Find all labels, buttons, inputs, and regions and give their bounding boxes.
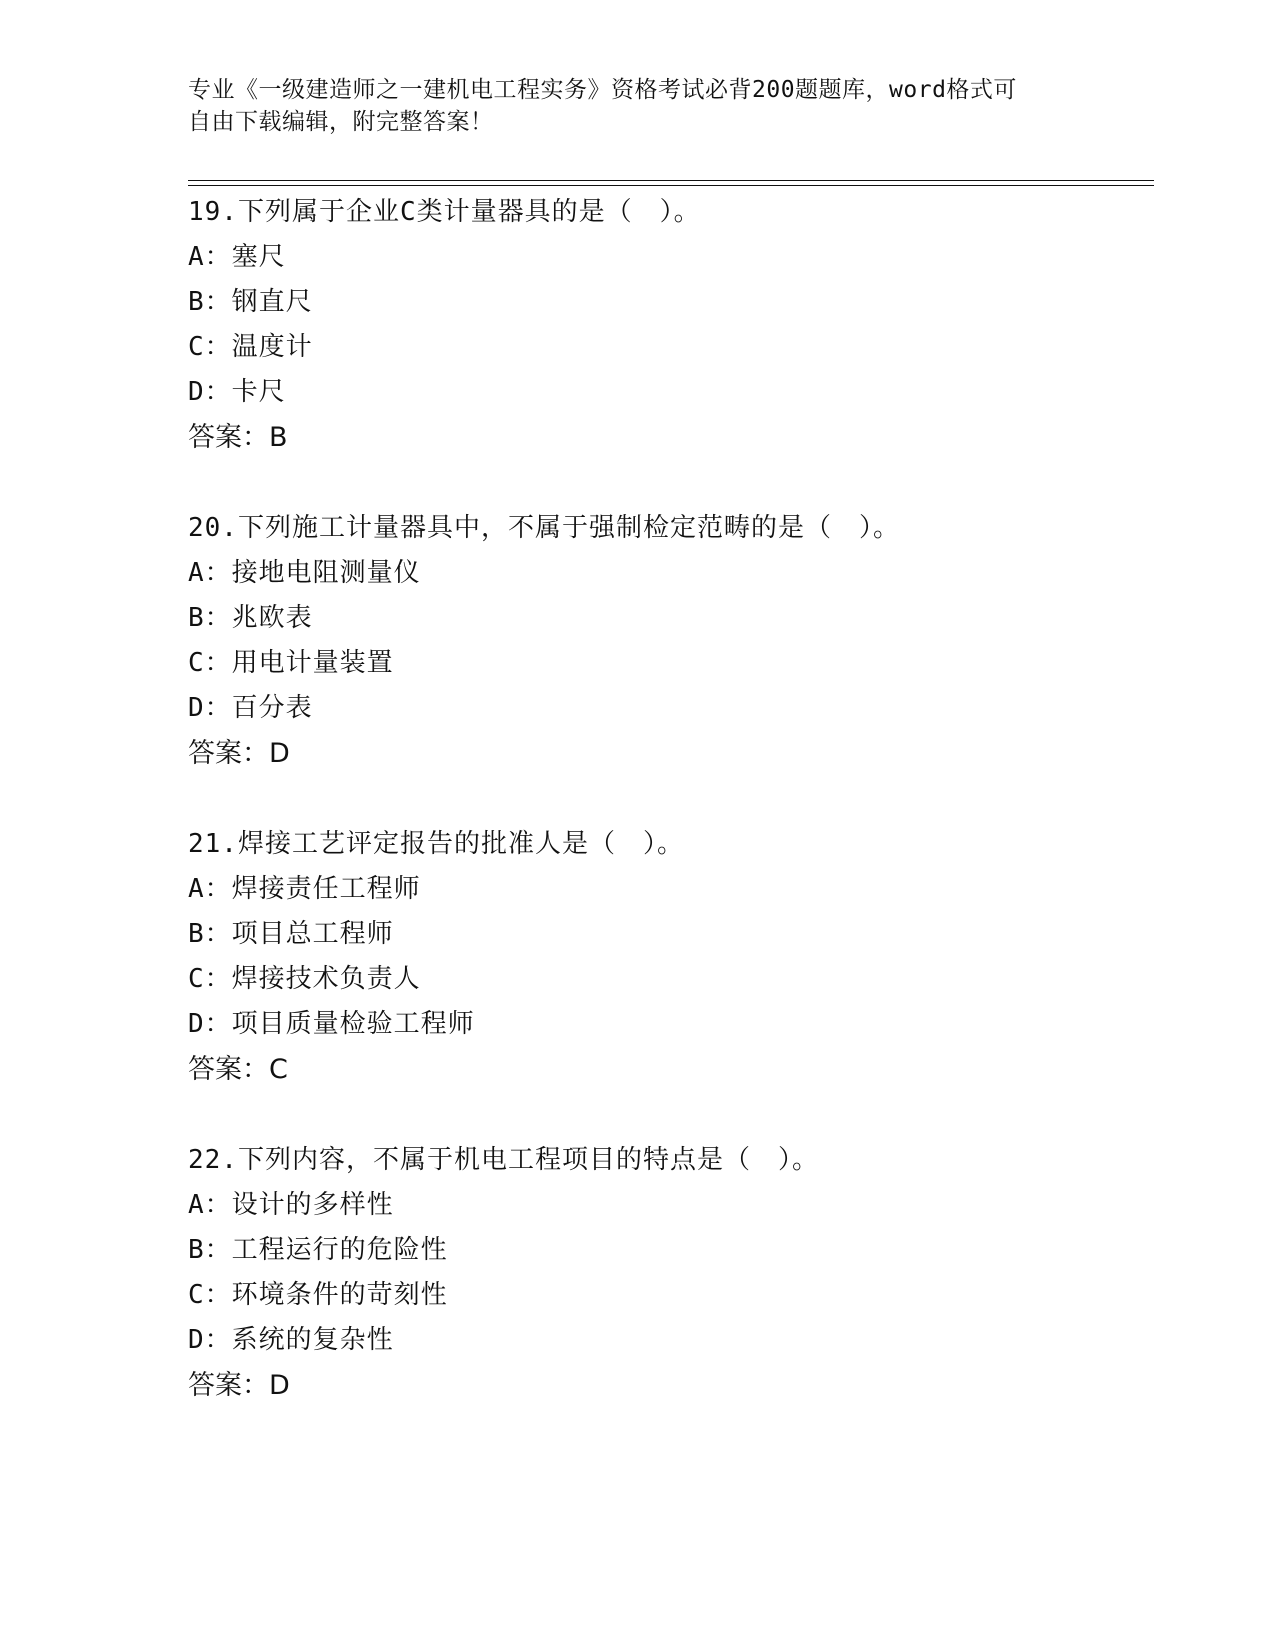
option-d: D：系统的复杂性 bbox=[188, 1325, 394, 1355]
answer: 答案：B bbox=[188, 422, 288, 453]
option-d: D：项目质量检验工程师 bbox=[188, 1009, 475, 1039]
answer: 答案：D bbox=[188, 1370, 290, 1401]
option-c: C：温度计 bbox=[188, 332, 313, 362]
header-line-2: 自由下载编辑，附完整答案！ bbox=[188, 109, 494, 135]
document-header bbox=[188, 74, 1068, 138]
option-b: B：钢直尺 bbox=[188, 287, 313, 317]
question-list bbox=[188, 190, 1154, 1454]
option-d: D：卡尺 bbox=[188, 377, 286, 407]
option-a: A：设计的多样性 bbox=[188, 1190, 394, 1220]
option-c: C：用电计量装置 bbox=[188, 648, 394, 678]
header-divider-top bbox=[188, 180, 1154, 181]
answer: 答案：C bbox=[188, 1054, 288, 1085]
option-a: A：接地电阻测量仪 bbox=[188, 558, 421, 588]
question-stem: 22.下列内容，不属于机电工程项目的特点是（ ）。 bbox=[188, 1145, 819, 1175]
answer: 答案：D bbox=[188, 738, 290, 769]
option-b: B：项目总工程师 bbox=[188, 919, 394, 949]
option-b: B：兆欧表 bbox=[188, 603, 313, 633]
question-20 bbox=[188, 506, 1154, 776]
option-a: A：塞尺 bbox=[188, 242, 286, 272]
header-line-1: 专业《一级建造师之一建机电工程实务》资格考试必背200题题库，word格式可 bbox=[188, 77, 1017, 103]
option-c: C：焊接技术负责人 bbox=[188, 964, 421, 994]
header-divider-bottom bbox=[188, 185, 1154, 186]
question-stem: 20.下列施工计量器具中，不属于强制检定范畴的是（ ）。 bbox=[188, 513, 900, 543]
option-a: A：焊接责任工程师 bbox=[188, 874, 421, 904]
question-22 bbox=[188, 1138, 1154, 1408]
question-19 bbox=[188, 190, 1154, 460]
option-b: B：工程运行的危险性 bbox=[188, 1235, 448, 1265]
question-stem: 19.下列属于企业C类计量器具的是（ ）。 bbox=[188, 197, 701, 227]
option-d: D：百分表 bbox=[188, 693, 313, 723]
question-stem: 21.焊接工艺评定报告的批准人是（ ）。 bbox=[188, 829, 684, 859]
question-21 bbox=[188, 822, 1154, 1092]
option-c: C：环境条件的苛刻性 bbox=[188, 1280, 448, 1310]
